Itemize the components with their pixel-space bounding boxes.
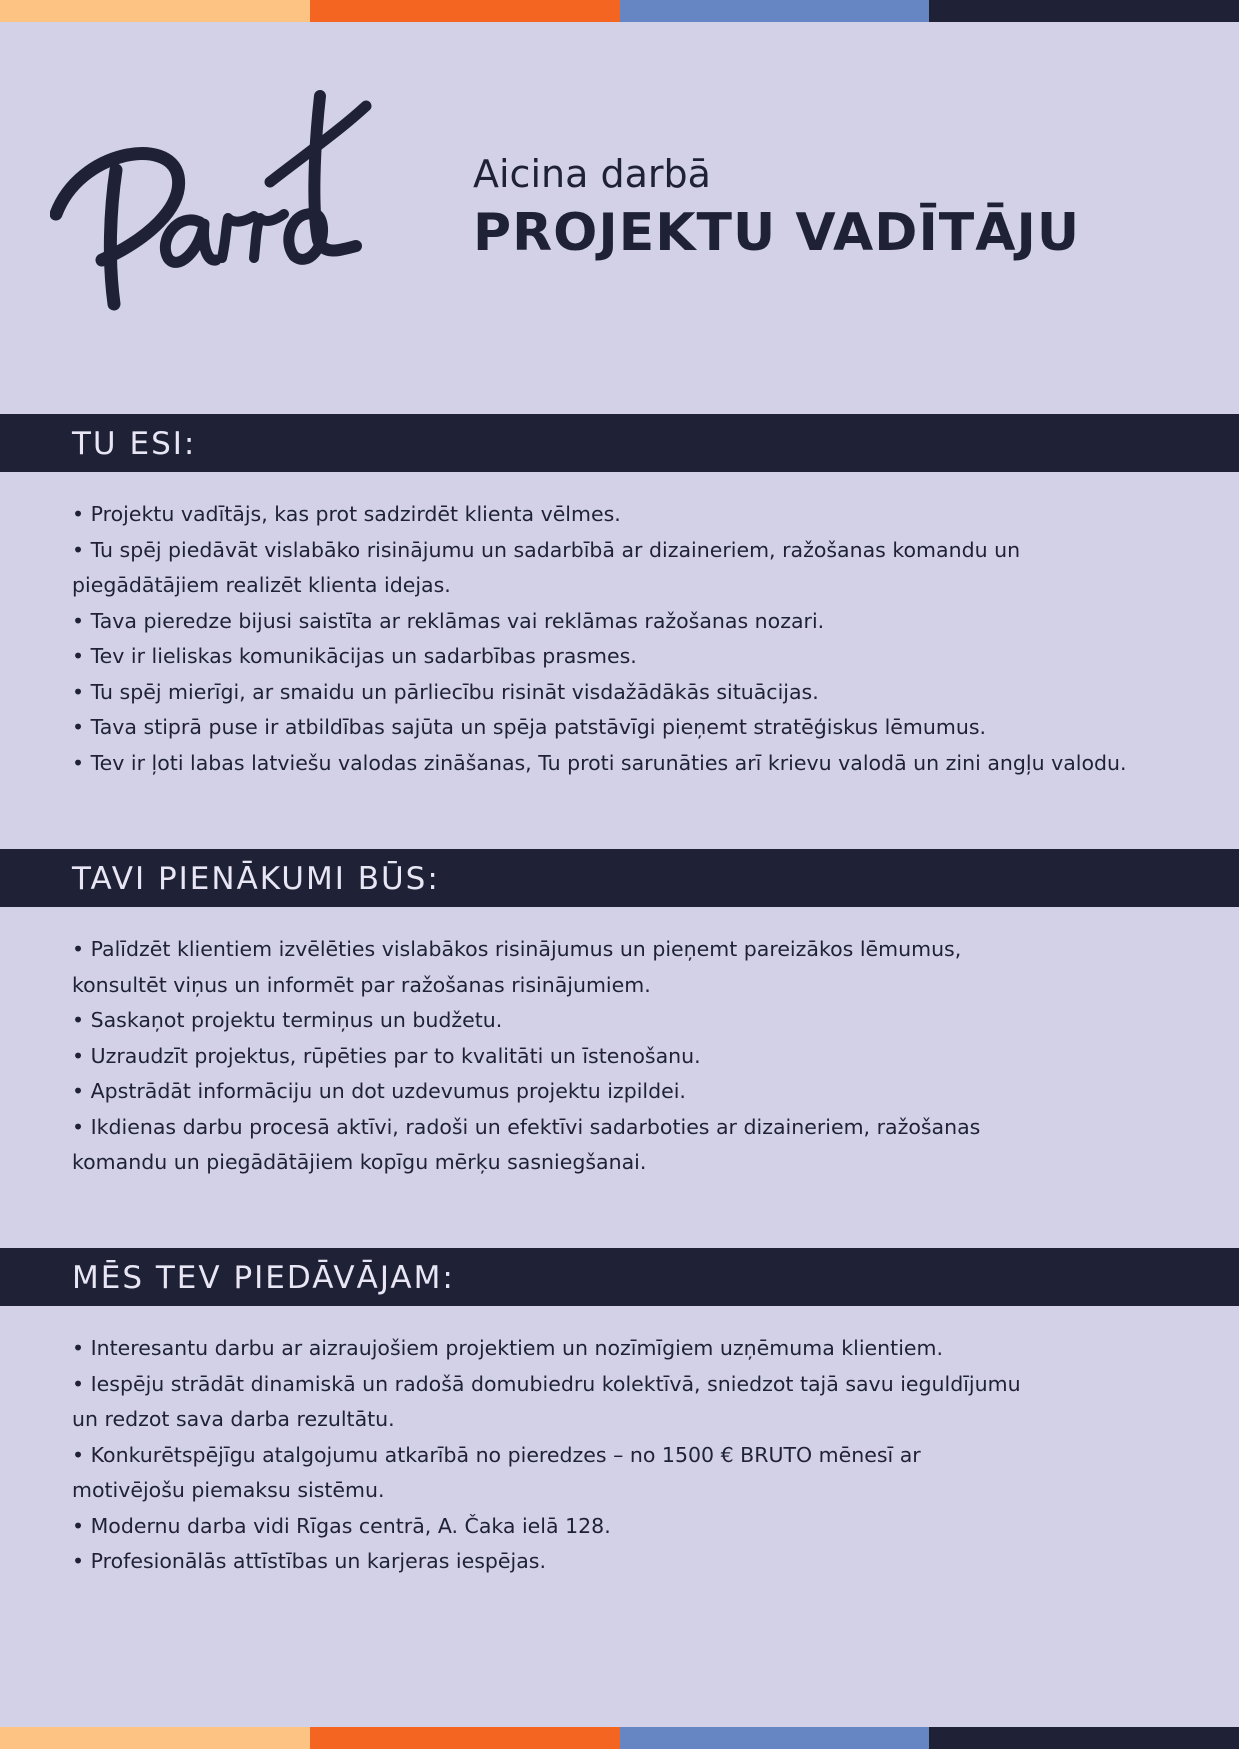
parrot-logo	[50, 90, 410, 340]
list-item: • Profesionālās attīstības un karjeras iespējas.	[72, 1549, 546, 1573]
section-heading-tu-esi: TU ESI:	[72, 426, 197, 462]
stripe-peach	[0, 1727, 310, 1749]
list-item: • Projektu vadītājs, kas prot sadzirdēt klienta vēlmes.	[72, 502, 621, 526]
list-item: • Iespēju strādāt dinamiskā un radošā domubiedru kolektīvā, sniedzot tajā savu ieguldījumu un redzot sava darba rezultātu.	[72, 1371, 1021, 1431]
list-item: • Tava stiprā puse ir atbildības sajūta un spēja patstāvīgi pieņemt stratēģiskus lēmumus.	[72, 715, 987, 739]
list-item: • Saskaņot projektu termiņus un budžetu.	[72, 1008, 503, 1032]
section-bar-mes-piedavajam	[0, 1248, 1239, 1306]
stripe-navy	[929, 0, 1239, 22]
page-title: PROJEKTU VADĪTĀJU	[473, 202, 1081, 263]
stripe-blue	[620, 0, 930, 22]
stripe-orange	[310, 0, 620, 22]
list-item: • Konkurētspējīgu atalgojumu atkarībā no pieredzes – no 1500 € BRUTO mēnesī ar motivējošu piemaksu sistēmu.	[72, 1442, 921, 1502]
section-heading-mes-piedavajam: MĒS TEV PIEDĀVĀJAM:	[72, 1260, 455, 1296]
list-item: • Interesantu darbu ar aizraujošiem projektiem un nozīmīgiem uzņēmuma klientiem.	[72, 1336, 943, 1360]
list-item: • Tu spēj piedāvāt vislabāko risinājumu un sadarbībā ar dizaineriem, ražošanas komandu un piegādātājiem realizēt klienta idejas.	[72, 537, 1021, 597]
stripe-peach	[0, 0, 310, 22]
stripe-blue	[620, 1727, 930, 1749]
section-list-tavi-pienakumi	[72, 932, 1192, 1181]
list-item: • Tu spēj mierīgi, ar smaidu un pārliecību risināt visdažādākās situācijas.	[72, 679, 819, 704]
top-color-stripe	[0, 0, 1239, 22]
header	[50, 90, 1200, 350]
header-subtitle: Aicina darbā	[473, 152, 711, 196]
stripe-navy	[929, 1727, 1239, 1749]
list-item: • Modernu darba vidi Rīgas centrā, A. Čaka ielā 128.	[72, 1513, 611, 1538]
bottom-color-stripe	[0, 1727, 1239, 1749]
list-item: • Tev ir lieliskas komunikācijas un sadarbības prasmes.	[72, 644, 637, 668]
header-text	[473, 154, 1080, 264]
section-bar-tavi-pienakumi	[0, 849, 1239, 907]
stripe-orange	[310, 1727, 620, 1749]
list-item: • Ikdienas darbu procesā aktīvi, radoši un efektīvi sadarboties ar dizaineriem, ražošanas komandu un piegādātājiem kopīgu mērķu sasniegšanai.	[72, 1114, 981, 1174]
section-bar-tu-esi	[0, 414, 1239, 472]
list-item: • Tev ir ļoti labas latviešu valodas zināšanas, Tu proti sarunāties arī krievu valodā un zini angļu valodu.	[72, 750, 1127, 775]
list-item: • Uzraudzīt projektus, rūpēties par to kvalitāti un īstenošanu.	[72, 1043, 701, 1068]
list-item: • Tava pieredze bijusi saistīta ar reklāmas vai reklāmas ražošanas nozari.	[72, 608, 825, 633]
section-list-tu-esi	[72, 497, 1192, 781]
section-list-mes-piedavajam	[72, 1331, 1192, 1580]
section-heading-tavi-pienakumi: TAVI PIENĀKUMI BŪS:	[72, 861, 440, 897]
list-item: • Apstrādāt informāciju un dot uzdevumus projektu izpildei.	[72, 1079, 686, 1103]
list-item: • Palīdzēt klientiem izvēlēties vislabākos risinājumus un pieņemt pareizākos lēmumus, konsultēt viņus un informēt par ražošanas risinājumiem.	[72, 937, 962, 997]
